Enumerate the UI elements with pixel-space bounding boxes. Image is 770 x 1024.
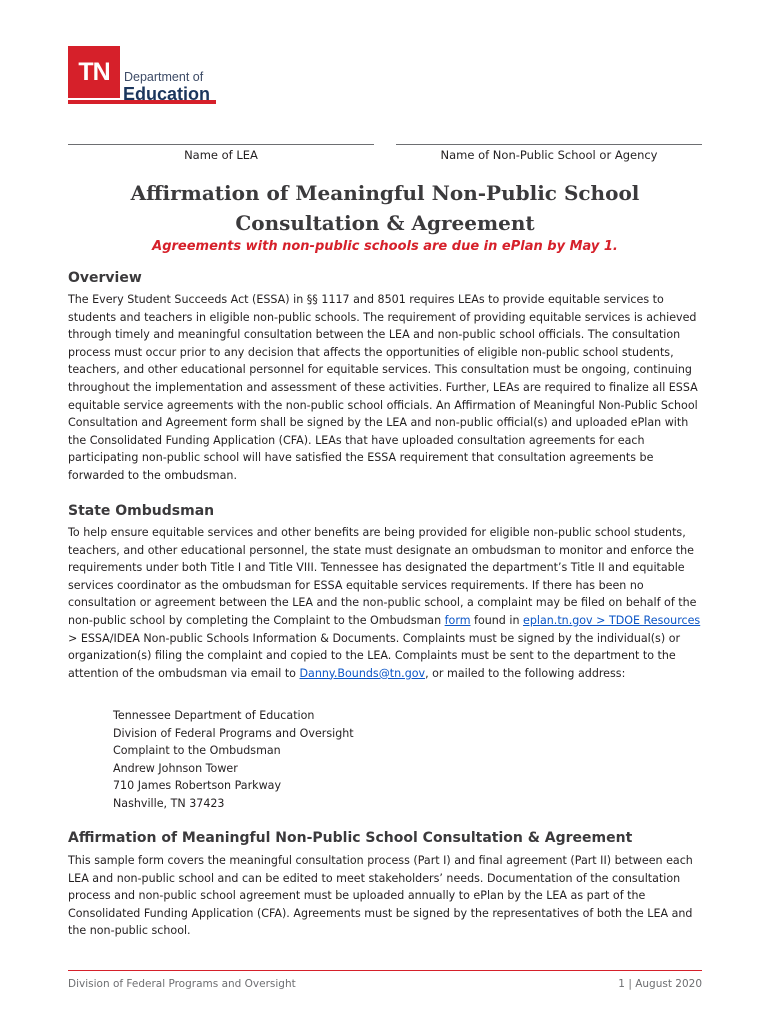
overview-heading: Overview: [68, 270, 142, 286]
tn-logo-mark: TN: [68, 46, 120, 98]
footer-division: Division of Federal Programs and Oversight: [68, 978, 296, 990]
affirmation-body: This sample form covers the meaningful consultation process (Part I) and final agreement (Part II) between each LEA and non-public school and can be edited to meet stakeholders’ needs. Documentation of the consultation process and non-public school agreement must be uploaded annually to ePlan by the LEA as part of the Consolidated Funding Application (CFA). Agreements must be signed by the representatives of both the LEA and the non-public school.: [68, 854, 693, 938]
address-line: Complaint to the Ombudsman: [113, 744, 281, 758]
footer-divider: [68, 970, 702, 971]
document-title: [68, 178, 702, 238]
footer-page-date: 1 | August 2020: [618, 978, 702, 990]
ombudsman-text-4: , or mailed to the following address:: [425, 666, 626, 680]
address-line: Tennessee Department of Education: [113, 709, 315, 722]
nonpublic-name-line[interactable]: [396, 144, 702, 145]
address-line: Division of Federal Programs and Oversight: [113, 726, 354, 740]
lea-name-line[interactable]: [68, 144, 374, 145]
overview-body: The Every Student Succeeds Act (ESSA) in §§ 1117 and 8501 requires LEAs to provide equitable services to students and teachers in eligible non-public schools. The requirement of providing equitable services is achieved through timely and meaningful consultation between the LEA and non-public school officials. The consultation process must occur prior to any decision that affects the opportunities of eligible non-public school students, teachers, and other educational personnel for equitable services. This consultation must be ongoing, continuing throughout the implementation and assessment of these activities. Further, LEAs are required to finalize all ESSA equitable service agreements with the non-public school officials. An Affirmation of Meaningful Non-Public School Consultation and Agreement form shall be signed by the LEA and non-public official(s) and uploaded ePlan with the Consolidated Funding Application (CFA). LEAs that have uploaded consultation agreements for each participating non-public school will have satisfied the ESSA requirement that consultation agreements be forwarded to the ombudsman.: [68, 293, 698, 482]
nonpublic-name-label: Name of Non-Public School or Agency: [440, 148, 658, 162]
mailing-address: [113, 707, 354, 813]
logo-department-text: Department of: [124, 70, 204, 84]
ombudsman-text-3: > ESSA/IDEA Non-public Schools Information & Documents. Complaints must be signed by the individual(s) or organization(s) filing the complaint and copied to the LEA. Complaints must be sent to the department to the attention of the ombudsman via email to: [68, 631, 681, 680]
lea-name-label: Name of LEA: [184, 148, 258, 162]
address-line: 710 James Robertson Parkway: [113, 779, 282, 793]
ombudsman-heading: State Ombudsman: [68, 503, 215, 519]
form-link[interactable]: form: [444, 613, 471, 627]
affirmation-heading: Affirmation of Meaningful Non-Public School Consultation & Agreement: [68, 830, 633, 846]
ombudsman-text-2: found in: [470, 613, 524, 627]
ombudsman-text-1: To help ensure equitable services and other benefits are being provided for eligible non-public school students, teachers, and other educational personnel, the state must designate an ombudsman to monitor and enforce the requirements under both Title I and Title VIII. Tennessee has designated the department’s Title II and equitable services coordinator as the ombudsman for ESSA equitable services requirements. If there has been no consultation or agreement between the LEA and the non-public school, a complaint may be filed on behalf of the non-public school by completing the Complaint to the Ombudsman: [68, 526, 697, 627]
ombudsman-body: [68, 524, 704, 682]
address-line: Andrew Johnson Tower: [113, 761, 238, 775]
due-notice: Agreements with non-public schools are due in ePlan by May 1.: [152, 239, 618, 254]
title-line-1: Affirmation of Meaningful Non-Public School: [130, 181, 640, 205]
title-line-2: Consultation & Agreement: [235, 211, 535, 235]
eplan-link[interactable]: eplan.tn.gov > TDOE Resources: [523, 613, 701, 627]
tn-doe-logo: [68, 46, 228, 108]
email-link[interactable]: Danny.Bounds@tn.gov: [299, 666, 426, 680]
logo-education-text: Education: [123, 84, 211, 104]
address-line: Nashville, TN 37423: [113, 796, 225, 810]
